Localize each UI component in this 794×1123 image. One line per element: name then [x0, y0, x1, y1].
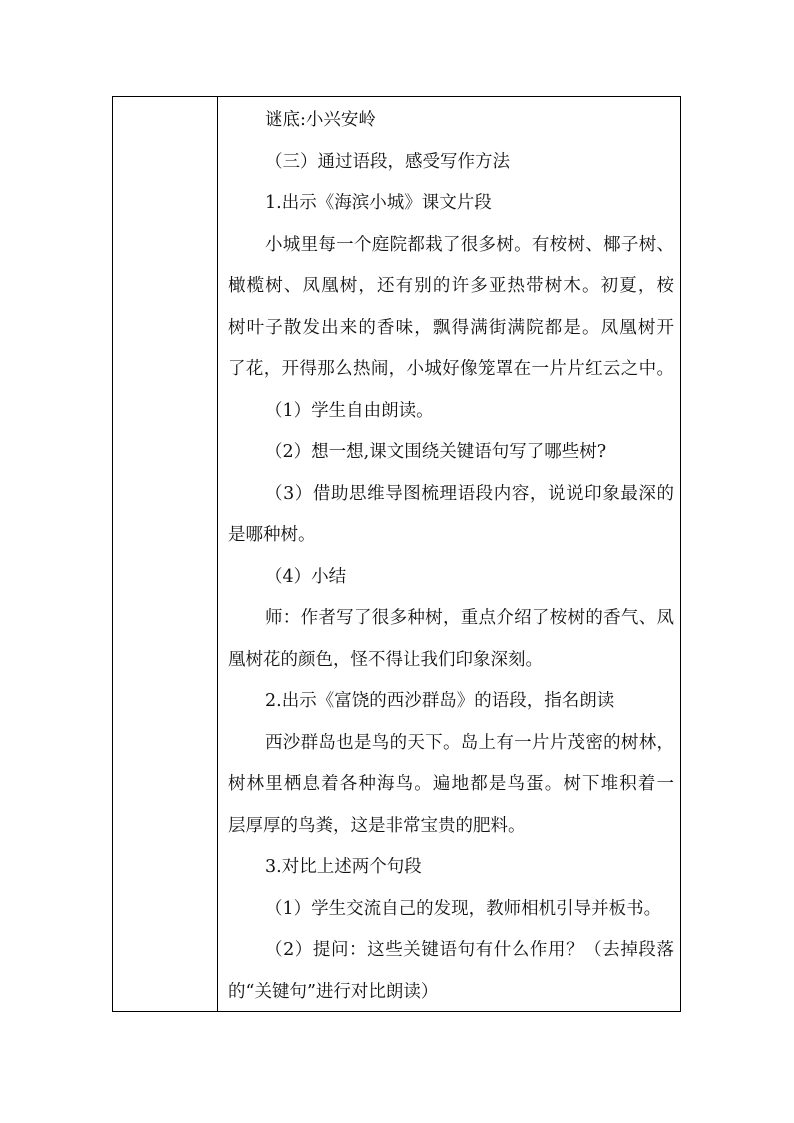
teacher-remark-line: 凰树花的颜色，怪不得让我们印象深刻。 — [228, 649, 543, 670]
passage-line: 了花，开得那么热闹，小城好像笼罩在一片片红云之中。 — [228, 359, 674, 379]
passage-line: 小城里每一个庭院都栽了很多树。有桉树、椰子树、 — [265, 234, 674, 255]
activity-line: （2）提问：这些关键语句有什么作用？（去掉段落 — [265, 940, 674, 960]
section-heading: （三）通过语段，感受写作方法 — [265, 151, 510, 172]
activity-line: （1）学生自由朗读。 — [265, 400, 434, 421]
step-heading: 3.对比上述两个句段 — [265, 857, 422, 877]
passage-line: 层厚厚的鸟粪，这是非常宝贵的肥料。 — [228, 815, 526, 836]
riddle-answer-line: 谜底:小兴安岭 — [265, 110, 376, 130]
step-heading: 1.出示《海滨小城》课文片段 — [265, 193, 492, 213]
passage-line: 树叶子散发出来的香味，飘得满街满院都是。凤凰树开 — [228, 317, 674, 338]
teacher-remark-line: 师：作者写了很多种树，重点介绍了桉树的香气、凤 — [265, 608, 674, 628]
activity-line: （4）小结 — [265, 566, 347, 587]
activity-line: 是哪种树。 — [228, 525, 316, 545]
passage-line: 西沙群岛也是鸟的天下。岛上有一片片茂密的树林， — [265, 732, 674, 753]
passage-line: 树林里栖息着各种海鸟。遍地都是鸟蛋。树下堆积着一 — [228, 774, 674, 794]
activity-line: （3）借助思维导图梳理语段内容，说说印象最深的 — [265, 483, 674, 504]
lesson-table — [112, 96, 681, 1012]
passage-line: 橄榄树、凤凰树，还有别的许多亚热带树木。初夏，桉 — [228, 276, 674, 296]
activity-line: 的“关键句”进行对比朗读） — [228, 981, 439, 1002]
step-heading: 2.出示《富饶的西沙群岛》的语段，指名朗读 — [265, 691, 615, 711]
activity-line: （2）想一想,课文围绕关键语句写了哪些树? — [265, 442, 607, 462]
table-left-cell — [113, 97, 218, 1011]
activity-line: （1）学生交流自己的发现，教师相机引导并板书。 — [265, 898, 662, 919]
table-content-cell — [218, 97, 680, 1011]
